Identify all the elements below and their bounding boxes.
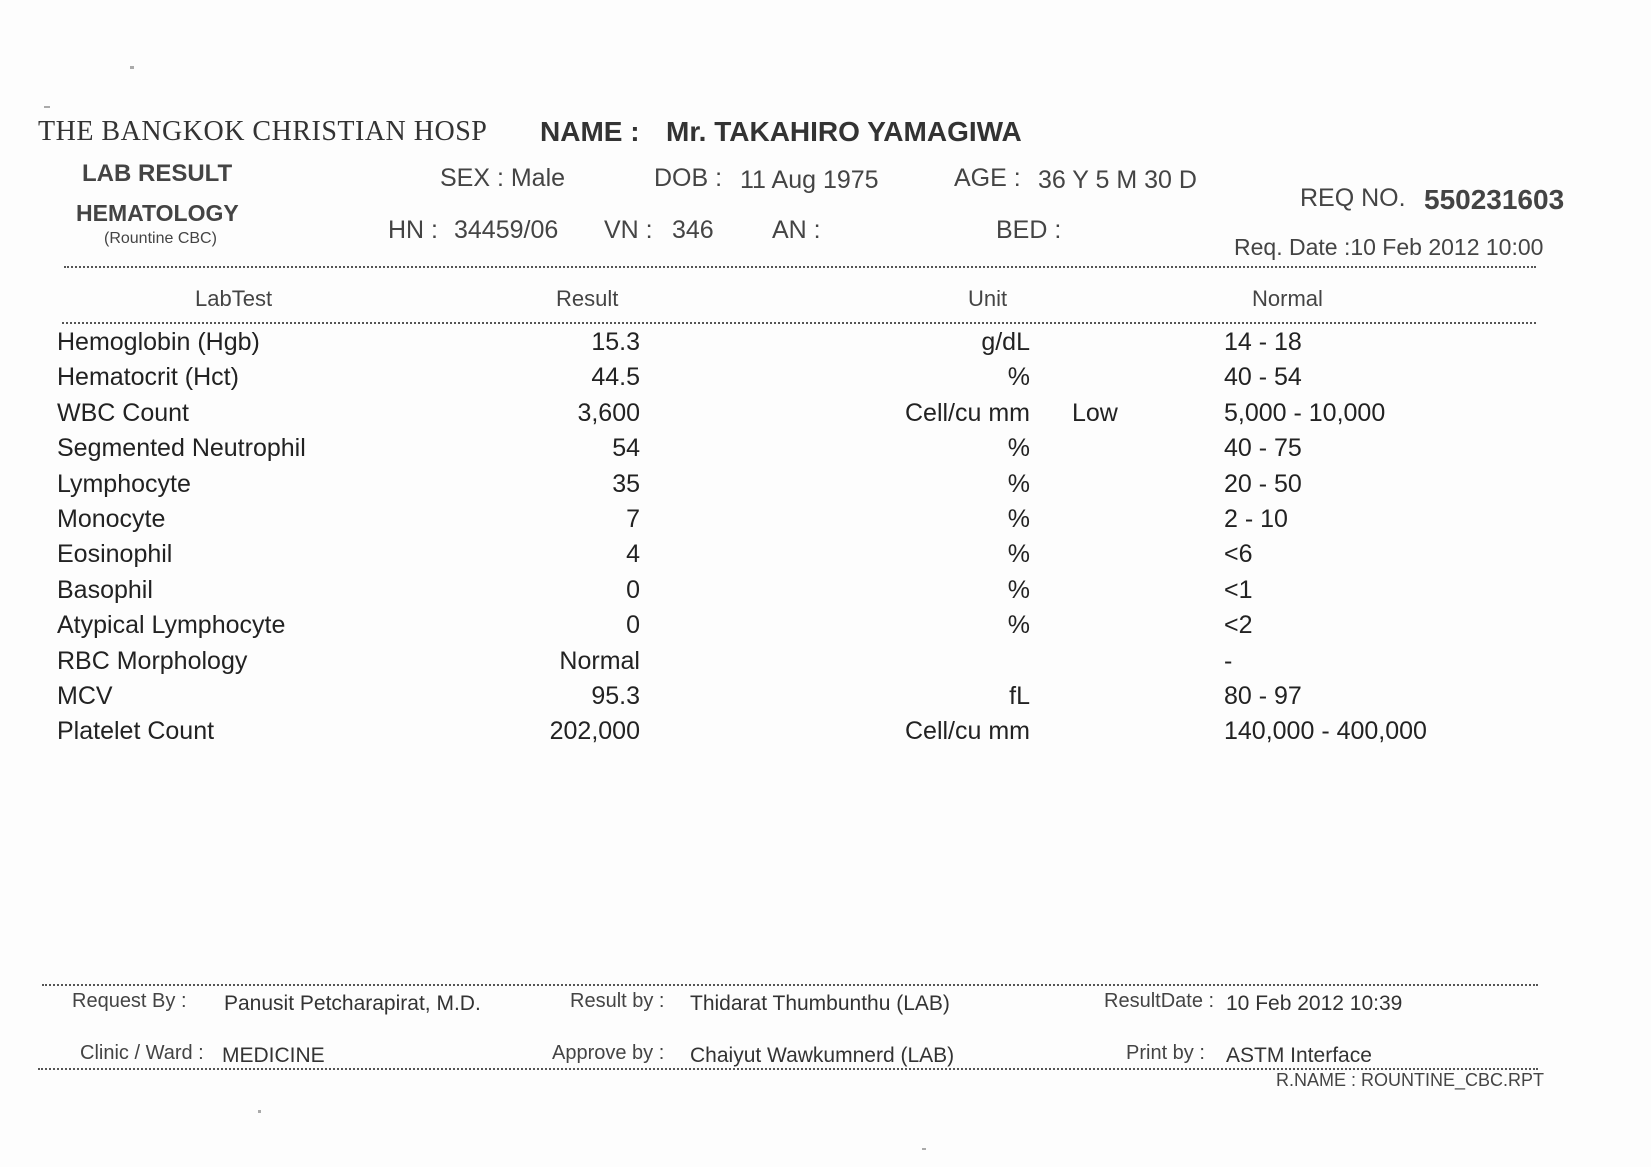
cell-unit: % bbox=[1007, 576, 1030, 604]
cell-test: MCV bbox=[57, 682, 113, 710]
hospital-name: THE BANGKOK CHRISTIAN HOSP bbox=[38, 116, 488, 147]
col-labtest: LabTest bbox=[195, 286, 273, 311]
report-name: R.NAME : ROUNTINE_CBC.RPT bbox=[1276, 1070, 1545, 1090]
cell-result: 54 bbox=[612, 434, 640, 462]
hn-label: HN : bbox=[388, 216, 438, 244]
cell-unit: g/dL bbox=[981, 328, 1030, 356]
cell-unit: Cell/cu mm bbox=[904, 399, 1030, 427]
cell-result: 35 bbox=[612, 470, 640, 498]
cell-result: 7 bbox=[626, 505, 640, 533]
cell-normal: 14 - 18 bbox=[1224, 328, 1302, 356]
divider bbox=[62, 322, 1536, 324]
cell-unit: % bbox=[1007, 540, 1030, 568]
cell-test: Basophil bbox=[57, 576, 153, 604]
cell-result: Normal bbox=[559, 647, 640, 675]
scan-speck bbox=[44, 106, 50, 108]
req-no-label: REQ NO. bbox=[1300, 184, 1406, 212]
cell-test: RBC Morphology bbox=[57, 647, 248, 675]
cell-test: Hemoglobin (Hgb) bbox=[57, 328, 260, 356]
scan-speck bbox=[922, 1148, 926, 1150]
section-title: HEMATOLOGY bbox=[76, 200, 239, 226]
print-by-label: Print by : bbox=[1126, 1042, 1205, 1064]
cell-result: 4 bbox=[626, 540, 640, 568]
cell-test: Atypical Lymphocyte bbox=[57, 611, 286, 639]
request-by-value: Panusit Petcharapirat, M.D. bbox=[224, 992, 481, 1015]
cell-normal: <1 bbox=[1224, 576, 1253, 604]
cell-normal: 40 - 75 bbox=[1224, 434, 1302, 462]
cell-normal: 40 - 54 bbox=[1224, 363, 1302, 391]
req-no-value: 550231603 bbox=[1424, 184, 1565, 215]
cell-test: Lymphocyte bbox=[57, 470, 191, 498]
section-subtitle: (Rountine CBC) bbox=[104, 230, 217, 247]
cell-test: Monocyte bbox=[57, 505, 166, 533]
dob-value: 11 Aug 1975 bbox=[740, 166, 879, 194]
scan-speck bbox=[258, 1110, 261, 1113]
cell-result: 3,600 bbox=[577, 399, 640, 427]
name-label: NAME : bbox=[540, 116, 640, 147]
scan-speck bbox=[130, 66, 134, 69]
req-date: Req. Date :10 Feb 2012 10:00 bbox=[1234, 234, 1544, 260]
age-label: AGE : bbox=[954, 164, 1021, 192]
clinic-value: MEDICINE bbox=[222, 1044, 325, 1067]
dob-label: DOB : bbox=[654, 164, 723, 192]
patient-name: Mr. TAKAHIRO YAMAGIWA bbox=[666, 116, 1022, 147]
report-title: LAB RESULT bbox=[82, 160, 233, 187]
approve-by-value: Chaiyut Wawkumnerd (LAB) bbox=[690, 1044, 955, 1067]
vn-label: VN : bbox=[604, 216, 653, 244]
approve-by-label: Approve by : bbox=[552, 1042, 665, 1064]
cell-normal: 2 - 10 bbox=[1224, 505, 1288, 533]
cell-unit: % bbox=[1007, 363, 1030, 391]
cell-unit: Cell/cu mm bbox=[904, 717, 1030, 745]
clinic-label: Clinic / Ward : bbox=[80, 1042, 204, 1064]
cell-result: 202,000 bbox=[549, 717, 640, 745]
cell-unit: % bbox=[1007, 611, 1030, 639]
age-value: 36 Y 5 M 30 D bbox=[1038, 166, 1197, 194]
cell-result: 44.5 bbox=[591, 363, 640, 391]
cell-test: Hematocrit (Hct) bbox=[57, 363, 239, 391]
cell-test: WBC Count bbox=[57, 399, 189, 427]
cell-normal: 20 - 50 bbox=[1224, 470, 1302, 498]
cell-flag: Low bbox=[1072, 399, 1118, 427]
result-by-value: Thidarat Thumbunthu (LAB) bbox=[690, 992, 950, 1015]
cell-unit: fL bbox=[1009, 682, 1030, 710]
col-normal: Normal bbox=[1252, 286, 1323, 311]
cell-normal: 80 - 97 bbox=[1224, 682, 1302, 710]
cell-result: 0 bbox=[626, 576, 640, 604]
cell-normal: 5,000 - 10,000 bbox=[1224, 399, 1386, 427]
print-by-value: ASTM Interface bbox=[1226, 1044, 1372, 1067]
cell-normal: - bbox=[1224, 647, 1233, 675]
result-date-value: 10 Feb 2012 10:39 bbox=[1226, 992, 1403, 1015]
cell-unit: % bbox=[1007, 470, 1030, 498]
divider bbox=[64, 266, 1536, 268]
cell-unit: % bbox=[1007, 434, 1030, 462]
result-date-label: ResultDate : bbox=[1104, 990, 1215, 1012]
bed-label: BED : bbox=[996, 216, 1062, 244]
cell-result: 95.3 bbox=[591, 682, 640, 710]
cell-normal: <6 bbox=[1224, 540, 1253, 568]
sex-field: SEX : Male bbox=[440, 164, 566, 192]
cell-normal: <2 bbox=[1224, 611, 1253, 639]
request-by-label: Request By : bbox=[72, 990, 187, 1012]
cell-result: 0 bbox=[626, 611, 640, 639]
cell-normal: 140,000 - 400,000 bbox=[1224, 717, 1427, 745]
cell-test: Eosinophil bbox=[57, 540, 173, 568]
col-unit: Unit bbox=[968, 286, 1008, 311]
vn-value: 346 bbox=[672, 216, 714, 244]
result-by-label: Result by : bbox=[570, 990, 665, 1012]
cell-unit: % bbox=[1007, 505, 1030, 533]
cell-test: Segmented Neutrophil bbox=[57, 434, 306, 462]
cell-test: Platelet Count bbox=[57, 717, 215, 745]
col-result: Result bbox=[556, 286, 619, 311]
an-label: AN : bbox=[772, 216, 821, 244]
hn-value: 34459/06 bbox=[454, 216, 559, 244]
cell-result: 15.3 bbox=[591, 328, 640, 356]
divider bbox=[42, 984, 1538, 986]
